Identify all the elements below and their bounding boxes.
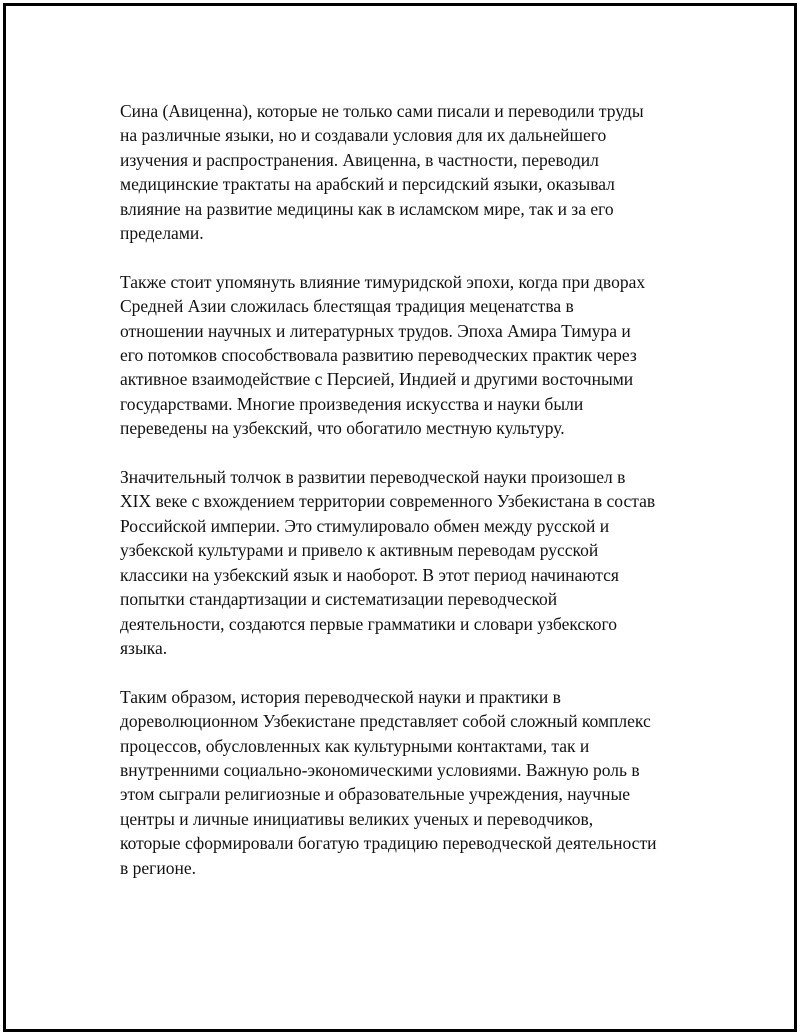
paragraph-3: Значительный толчок в развитии переводческой науки произошел в XIX веке с вхождением территории современного Узбекистана в состав Российской империи. Это стимулировало обмен между русской и узбекской культурами и привело к активным переводам русской классики на узбекский язык и наоборот. В этот период начинаются попытки стандартизации и систематизации переводческой деятельности, создаются первые грамматики и словари узбекского языка. [120, 467, 656, 658]
page-frame [3, 3, 797, 1032]
paragraph-4: Таким образом, история переводческой науки и практики в дореволюционном Узбекистане представляет собой сложный комплекс процессов, обусловленных как культурными контактами, так и внутренними социально-экономическими условиями. Важную роль в этом сыграли религиозные и образовательные учреждения, научные центры и личные инициативы великих ученых и переводчиков, которые сформировали богатую традицию переводческой деятельности в регионе. [120, 686, 657, 878]
paragraph-1: Сина (Авиценна), которые не только сами писали и переводили труды на различные языки, но и создавали условия для их дальнейшего изучения и распространения. Авиценна, в частности, переводил медицинские трактаты на арабский и персидский языки, оказывал влияние на развитие медицины как в исламском мире, так и за его пределами. [120, 101, 644, 244]
document-body [120, 99, 720, 904]
paragraph-2: Также стоит упомянуть влияние тимуридской эпохи, когда при дворах Средней Азии сложилась блестящая традиция меценатства в отношении научных и литературных трудов. Эпоха Амира Тимура и его потомков способствовала развитию переводческих практик через активное взаимодействие с Персией, Индией и другими восточными государствами. Многие произведения искусства и науки были переведены на узбекский, что обогатило местную культуру. [120, 271, 646, 439]
